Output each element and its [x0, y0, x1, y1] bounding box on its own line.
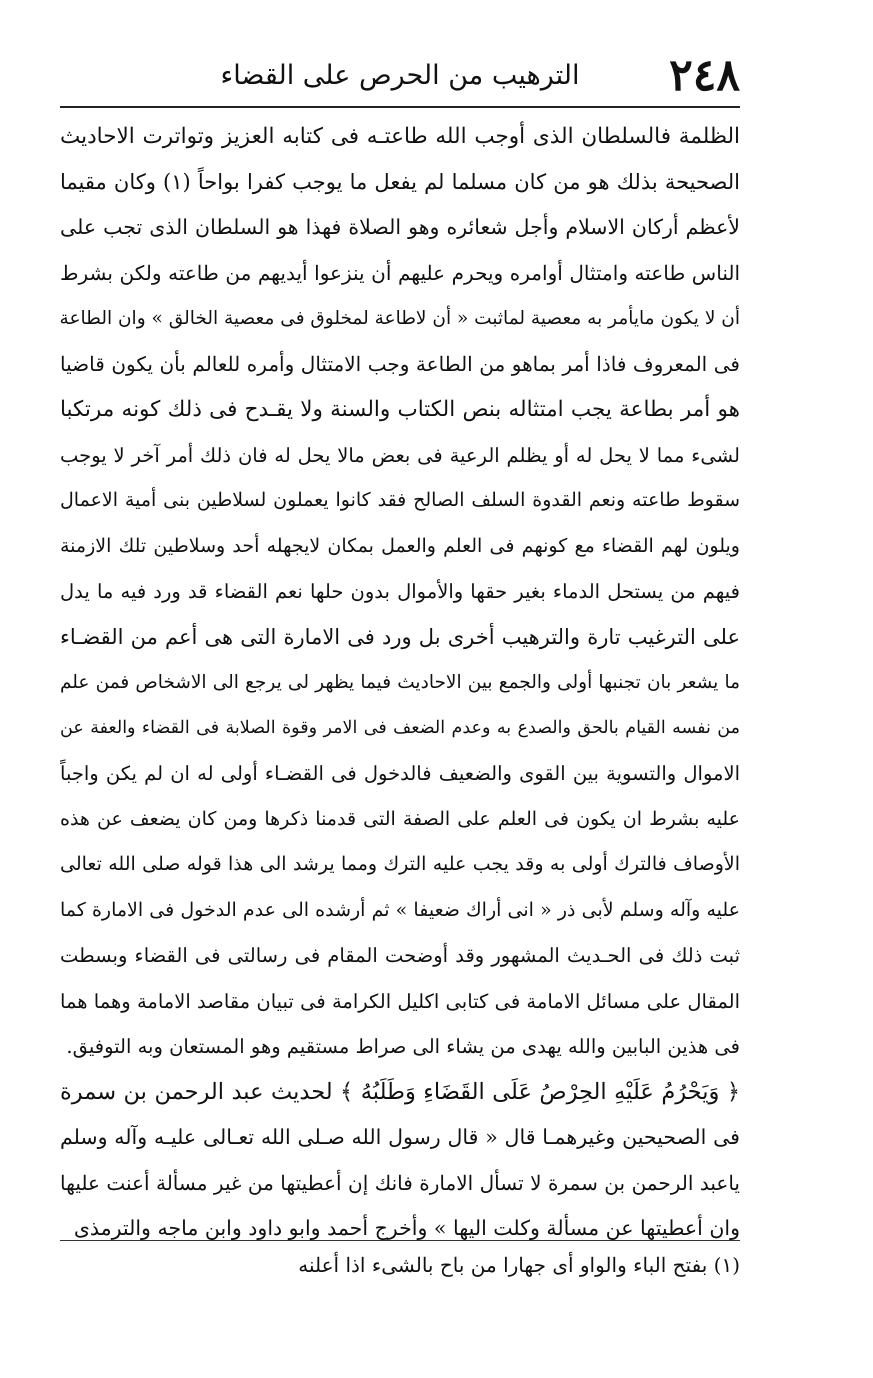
text-line: الظلمة فالسلطان الذى أوجب الله طاعتـه فى كتابه العزيز وتواترت الاحاديث — [60, 124, 740, 149]
text-line: الصحيحة بذلك هو من كان مسلما لم يفعل ما يوجب كفرا بواحاً (١) وكان مقيما — [60, 169, 740, 194]
text-line: وان أعطيتها عن مسألة وكلت اليها » وأخرج أحمد وابو داود وابن ماجه والترمذى — [73, 1216, 740, 1240]
page-header — [60, 48, 740, 104]
text-line: عليه بشرط ان يكون فى العلم على الصفة التى قدمنا ذكرها ومن كان يضعف عن هذه — [60, 807, 740, 830]
body-text — [60, 114, 740, 1252]
text-line: هو أمر بطاعة يجب امتثاله بنص الكتاب والسنة ولا يقـدح فى ذلك كونه مرتكبا — [60, 397, 740, 422]
text-line: فى المعروف فاذا أمر بماهو من الطاعة وجب الامتثال وأمره للعالم بأن يكون قاضيا — [60, 351, 740, 376]
footnote: (١) بفتح الباء والواو أى جهارا من باح بالشىء اذا أعلنه — [298, 1253, 740, 1277]
page-number: ٢٤٨ — [669, 50, 740, 101]
text-line: على الترغيب تارة والترهيب أخرى بل ورد فى الامارة التى هى أعم من القضـاء — [60, 624, 740, 649]
text-line: فى هذين البابين والله يهدى من يشاء الى صراط مستقيم وهو المستعان وبه التوفيق. — [66, 1035, 740, 1058]
running-title: الترهيب من الحرص على القضاء — [220, 60, 580, 91]
text-line: الناس طاعته وامتثال أوامره ويحرم عليهم أن ينزعوا أيديهم من طاعته ولكن بشرط — [60, 260, 740, 285]
footnote-rule — [60, 1240, 740, 1241]
text-line: المقال على مسائل الامامة فى كتابى اكليل الكرامة فى تبيان مقاصد الامامة وهما هما — [60, 989, 740, 1013]
text-line: الاموال والتسوية بين القوى والضعيف فالدخول فى القضـاء أولى له ان لم يكن واجباً — [60, 762, 740, 785]
text-line: لأعظم أركان الاسلام وأجل شعائره وهو الصلاة فهذا هو السلطان الذى تجب على — [60, 215, 740, 239]
text-line: سقوط طاعته ونعم القدوة السلف الصالح فقد كانوا يعملون لسلاطين بنى أمية الاعمال — [60, 489, 740, 511]
text-line: من نفسه القيام بالحق والصدع به وعدم الضعف فى الامر وقوة الصلابة فى القضاء والعفة عن — [60, 717, 740, 738]
text-line: ياعبد الرحمن بن سمرة لا تسأل الامارة فانك إن أعطيتها من غير مسألة أعنت عليها — [60, 1170, 740, 1195]
text-line: ثبت ذلك فى الحـديث المشهور وقد أوضحت المقام فى رسالتى فى القضاء وبسطت — [60, 944, 740, 967]
text-line: ﴿ وَيَحْرُمُ عَلَيْهِ الحِرْصُ عَلَى القَضَاءِ وَطَلَبُهُ ﴾ لحديث عبد الرحمن بن سمرة — [60, 1078, 740, 1105]
text-line: لشىء مما لا يحل له أو يظلم الرعية فى بعض مالا يحل له فان ذلك أمر آخر لا يوجب — [60, 443, 740, 467]
text-line: ويلون لهم القضاء مع كونهم فى العلم والعمل بمكان لايجهله أحد وسلاطين تلك الازمنة — [60, 534, 740, 557]
text-line: ما يشعر بان تجنبها أولى والجمع بين الاحاديث فيما يظهر لى يرجع الى الاشخاص فمن علم — [60, 672, 740, 693]
text-line: فيهم من يستحل الدماء بغير حقها والأموال بدون حلها نعم القضاء قد ورد فيه ما يدل — [60, 580, 740, 603]
text-line: عليه وآله وسلم لأبى ذر « انى أراك ضعيفا » ثم أرشده الى عدم الدخول فى الامارة كما — [60, 898, 740, 921]
header-rule — [60, 106, 740, 108]
text-line: الأوصاف فالترك أولى به وقد يجب عليه الترك ومما يرشد الى هذا قوله صلى الله تعالى — [60, 853, 740, 875]
text-line: فى الصحيحين وغيرهمـا قال « قال رسول الله صـلى الله تعـالى عليـه وآله وسلم — [60, 1125, 740, 1149]
text-line: أن لا يكون مايأمر به معصية لماثبت « أن لاطاعة لمخلوق فى معصية الخالق » وان الطاعة — [60, 308, 740, 329]
